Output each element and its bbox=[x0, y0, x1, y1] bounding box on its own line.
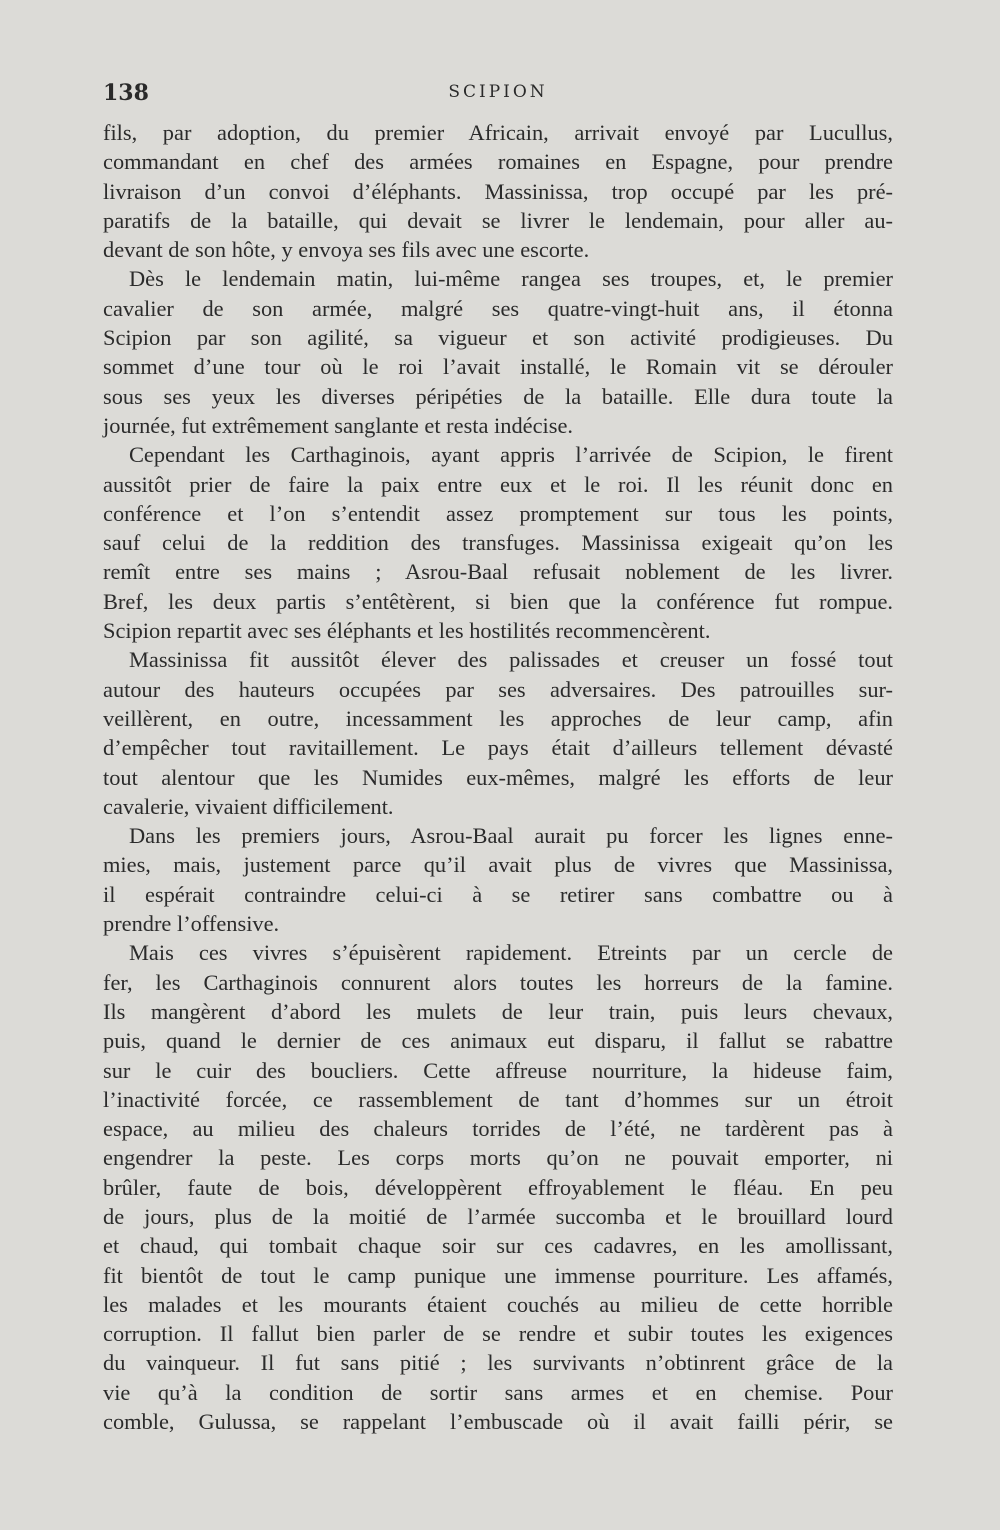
text-line: corruption. Il fallut bien parler de se rendre et subir toutes les exigences bbox=[103, 1321, 893, 1347]
text-line: paratifs de la bataille, qui devait se livrer le lendemain, pour aller au- bbox=[103, 207, 893, 233]
text-line: les malades et les mourants étaient couchés au milieu de cette horrible bbox=[103, 1291, 893, 1317]
text-line: du vainqueur. Il fut sans pitié ; les survivants n’obtinrent grâce de la bbox=[103, 1350, 893, 1376]
text-line: vie qu’à la condition de sortir sans armes et en chemise. Pour bbox=[103, 1379, 893, 1405]
text-line: engendrer la peste. Les corps morts qu’on ne pouvait emporter, ni bbox=[103, 1145, 893, 1171]
text-line: journée, fut extrêmement sanglante et resta indécise. bbox=[103, 412, 574, 438]
text-line: puis, quand le dernier de ces animaux eut disparu, il fallut se rabattre bbox=[103, 1028, 893, 1054]
running-title: SCIPION bbox=[448, 82, 548, 102]
paragraph bbox=[103, 118, 893, 264]
paragraph bbox=[103, 938, 893, 1436]
text-line: veillèrent, en outre, incessamment les approches de leur camp, afin bbox=[103, 705, 893, 731]
paragraph bbox=[103, 821, 893, 938]
text-line: fer, les Carthaginois connurent alors toutes les horreurs de la famine. bbox=[103, 969, 893, 995]
text-line: autour des hauteurs occupées par ses adversaires. Des patrouilles sur- bbox=[103, 676, 893, 702]
text-line: d’empêcher tout ravitaillement. Le pays était d’ailleurs tellement dévasté bbox=[103, 735, 893, 761]
text-line: livraison d’un convoi d’éléphants. Massinissa, trop occupé par les pré- bbox=[103, 178, 893, 204]
paragraph bbox=[103, 440, 893, 645]
text-line: cavalerie, vivaient difficilement. bbox=[103, 793, 394, 819]
text-line: sommet d’une tour où le roi l’avait installé, le Romain vit se dérouler bbox=[103, 354, 893, 380]
body-text bbox=[103, 118, 893, 1436]
text-line: Massinissa fit aussitôt élever des palissades et creuser un fossé tout bbox=[129, 647, 893, 673]
text-line: sauf celui de la reddition des transfuges. Massinissa exigeait qu’on les bbox=[103, 530, 893, 556]
text-line: Mais ces vivres s’épuisèrent rapidement. Etreints par un cercle de bbox=[129, 940, 893, 966]
text-line: conférence et l’on s’entendit assez promptement sur tous les points, bbox=[103, 500, 893, 526]
text-line: sous ses yeux les diverses péripéties de la bataille. Elle dura toute la bbox=[103, 383, 893, 409]
text-line: Scipion par son agilité, sa vigueur et son activité prodigieuses. Du bbox=[103, 325, 893, 351]
text-line: commandant en chef des armées romaines en Espagne, pour prendre bbox=[103, 149, 893, 175]
text-line: cavalier de son armée, malgré ses quatre-vingt-huit ans, il étonna bbox=[103, 295, 893, 321]
text-line: aussitôt prier de faire la paix entre eux et le roi. Il les réunit donc en bbox=[103, 471, 893, 497]
text-line: fils, par adoption, du premier Africain, arrivait envoyé par Lucullus, bbox=[103, 120, 893, 145]
text-line: Dès le lendemain matin, lui-même rangea ses troupes, et, le premier bbox=[129, 266, 893, 292]
text-line: devant de son hôte, y envoya ses fils avec une escorte. bbox=[103, 237, 590, 263]
text-line: brûler, faute de bois, développèrent effroyablement le fléau. En peu bbox=[103, 1174, 893, 1200]
paragraph bbox=[103, 645, 893, 821]
text-line: Cependant les Carthaginois, ayant appris l’arrivée de Scipion, le firent bbox=[129, 442, 893, 468]
text-line: il espérait contraindre celui-ci à se retirer sans combattre ou à bbox=[103, 881, 893, 907]
text-line: Bref, les deux partis s’entêtèrent, si bien que la conférence fut rompue. bbox=[103, 588, 893, 614]
text-line: prendre l’offensive. bbox=[103, 911, 280, 937]
page-header bbox=[103, 80, 893, 110]
text-line: et chaud, qui tombait chaque soir sur ces cadavres, en les amollissant, bbox=[103, 1233, 893, 1259]
text-line: tout alentour que les Numides eux-mêmes, malgré les efforts de leur bbox=[103, 764, 893, 790]
text-line: de jours, plus de la moitié de l’armée succomba et le brouillard lourd bbox=[103, 1203, 893, 1229]
text-line: Scipion repartit avec ses éléphants et les hostilités recommencèrent. bbox=[103, 618, 711, 644]
text-line: Dans les premiers jours, Asrou-Baal aurait pu forcer les lignes enne- bbox=[129, 823, 893, 849]
text-line: remît entre ses mains ; Asrou-Baal refusait noblement de les livrer. bbox=[103, 559, 893, 585]
text-line: Ils mangèrent d’abord les mulets de leur train, puis leurs chevaux, bbox=[103, 998, 893, 1024]
text-line: mies, mais, justement parce qu’il avait plus de vivres que Massinissa, bbox=[103, 852, 893, 878]
page-number: 138 bbox=[103, 80, 149, 106]
text-line: sur le cuir des boucliers. Cette affreuse nourriture, la hideuse faim, bbox=[103, 1057, 893, 1083]
paragraph bbox=[103, 264, 893, 440]
text-line: comble, Gulussa, se rappelant l’embuscade où il avait failli périr, se bbox=[103, 1409, 893, 1435]
text-line: fit bientôt de tout le camp punique une immense pourriture. Les affamés, bbox=[103, 1262, 893, 1288]
text-line: l’inactivité forcée, ce rassemblement de tant d’hommes sur un étroit bbox=[103, 1086, 893, 1112]
text-line: espace, au milieu des chaleurs torrides de l’été, ne tardèrent pas à bbox=[103, 1116, 893, 1142]
